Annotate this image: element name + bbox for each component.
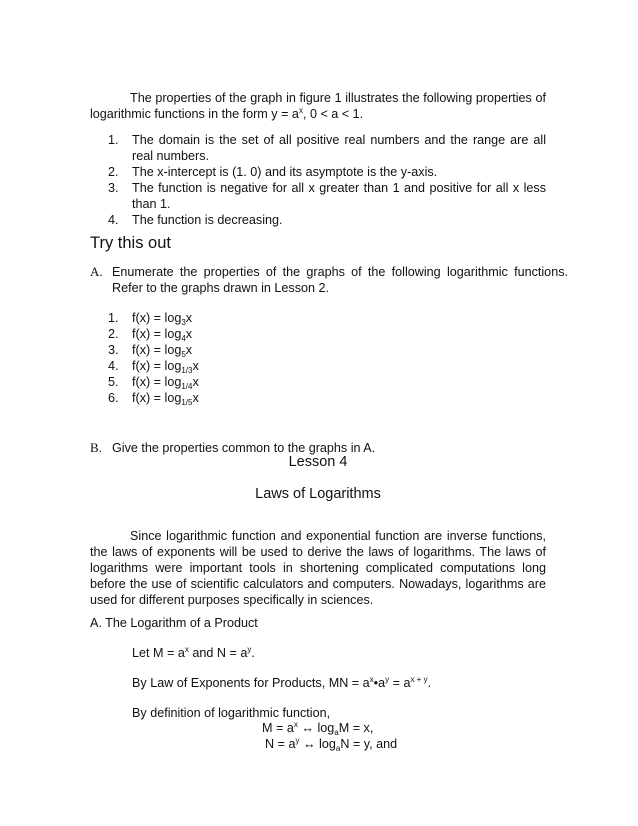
- try-heading: Try this out: [90, 234, 171, 252]
- function-prefix: f(x) = log: [132, 327, 182, 341]
- function-item: [90, 390, 546, 406]
- intro-text: The properties of the graph in figure 1 illustrates the following properties of logarithmic functions in the form y = a: [90, 91, 546, 121]
- property-number: 4.: [108, 213, 119, 227]
- property-text: The domain is the set of all positive real numbers and the range are all real numbers.: [132, 133, 546, 163]
- equation-m: $M = a^x$ ↔ $\log_aM = x$,: [262, 720, 374, 737]
- property-text: The x-intercept is (1. 0) and its asymptote is the y-axis.: [132, 165, 438, 179]
- law-of-exponents-statement: By Law of Exponents for Products, MN = $a^x•a^y = a^{x + y}$.: [132, 675, 432, 690]
- property-number: 2.: [108, 165, 119, 179]
- intro-exponent: x: [298, 106, 303, 115]
- log-base: 1/5: [181, 398, 193, 407]
- function-item: [90, 310, 546, 326]
- function-prefix: f(x) = log: [132, 311, 182, 325]
- function-variable: x: [192, 375, 199, 389]
- function-number: 6.: [108, 391, 119, 405]
- function-variable: x: [185, 343, 193, 357]
- log-base: 1/3: [181, 366, 193, 375]
- intro-text-end: , 0 < a < 1.: [302, 107, 364, 121]
- function-prefix: f(x) = log: [132, 391, 182, 405]
- intro-paragraph: [90, 90, 546, 122]
- property-number: 3.: [108, 181, 119, 195]
- equation-n: $N = a^y$ ↔ $\log_aN = y$, and: [265, 736, 398, 753]
- function-variable: x: [185, 311, 193, 325]
- function-number: 2.: [108, 327, 119, 341]
- functions-list: [90, 310, 546, 406]
- property-item: [90, 212, 546, 228]
- log-base: 3: [181, 318, 186, 327]
- property-item: [90, 180, 546, 212]
- function-item: [90, 326, 546, 342]
- function-number: 3.: [108, 343, 119, 357]
- lesson-title: Laws of Logarithms: [255, 486, 381, 502]
- function-prefix: f(x) = log: [132, 359, 182, 373]
- task-b-letter: B.: [90, 440, 102, 455]
- property-number: 1.: [108, 133, 119, 147]
- log-base: 1/4: [181, 382, 193, 391]
- task-a-letter: A.: [90, 264, 103, 279]
- task-a: [90, 264, 568, 296]
- function-number: 1.: [108, 311, 119, 325]
- function-item: [90, 374, 546, 390]
- property-text: The function is negative for all x greater than 1 and positive for all x less than 1.: [132, 181, 546, 211]
- lesson-intro-paragraph: Since logarithmic function and exponential function are inverse functions, the laws of exponents will be used to derive the laws of logarithms. The laws of logarithms were important tools in shortening complicated computations long before the use of scientific calculators and computers. Nowadays, logarithms are used for different purposes specifically in sciences.: [90, 529, 546, 607]
- task-a-text: Enumerate the properties of the graphs of the following logarithmic functions. Refer to the graphs drawn in Lesson 2.: [112, 265, 568, 295]
- property-text: The function is decreasing.: [132, 213, 283, 227]
- property-item: [90, 164, 546, 180]
- function-prefix: f(x) = log: [132, 375, 182, 389]
- function-number: 4.: [108, 359, 119, 373]
- function-variable: x: [192, 359, 199, 373]
- function-item: [90, 342, 546, 358]
- property-item: [90, 132, 546, 164]
- task-b-text: Give the properties common to the graphs in A.: [112, 441, 376, 455]
- log-base: 4: [181, 334, 186, 343]
- function-variable: x: [185, 327, 193, 341]
- lesson-number: Lesson 4: [288, 454, 348, 470]
- let-statement: Let $M = a^x$ and $N = a^y$.: [132, 645, 255, 660]
- function-prefix: f(x) = log: [132, 343, 182, 357]
- definition-statement: By definition of logarithmic function,: [132, 706, 331, 720]
- function-item: [90, 358, 546, 374]
- properties-list: [90, 132, 546, 228]
- function-number: 5.: [108, 375, 119, 389]
- function-variable: x: [192, 391, 199, 405]
- log-base: 5: [181, 350, 186, 359]
- section-a-heading: A. The Logarithm of a Product: [90, 616, 258, 630]
